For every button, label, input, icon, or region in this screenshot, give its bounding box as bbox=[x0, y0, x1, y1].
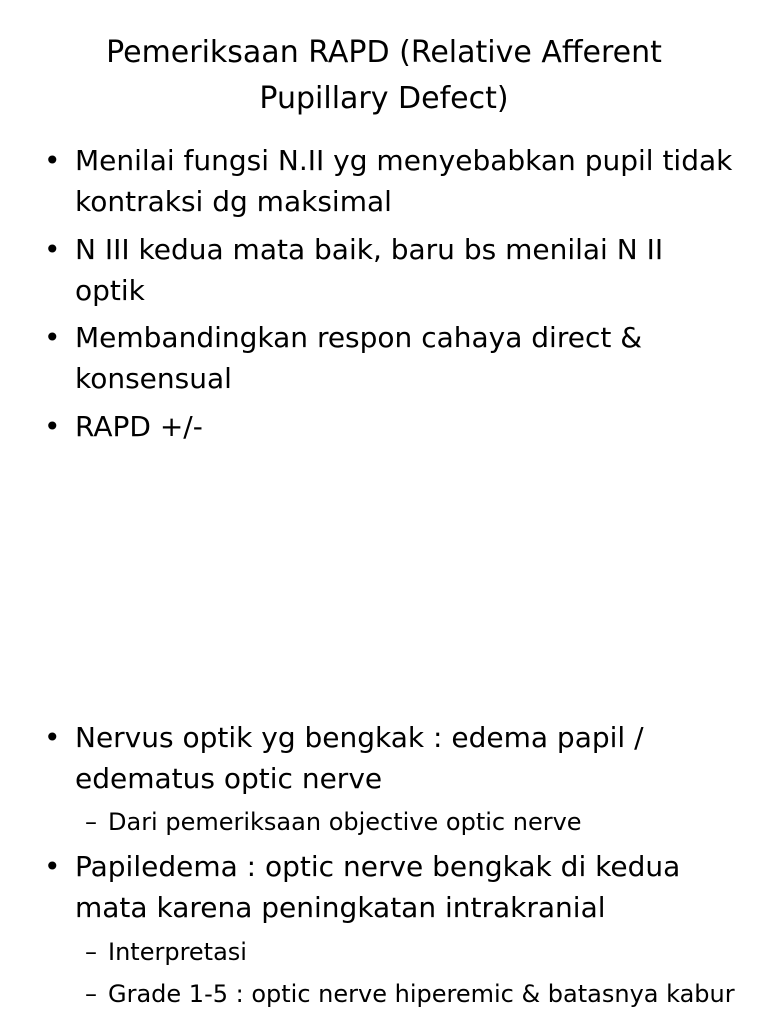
bullet-dot-icon: • bbox=[44, 233, 61, 266]
bullet-text: RAPD +/- bbox=[75, 410, 203, 443]
bullet-text: N III kedua mata baik, baru bs menilai N II optik bbox=[75, 233, 664, 307]
bullet-dot-icon: • bbox=[44, 850, 61, 883]
bullet-text: Nervus optik yg bengkak : edema papil / edematus optic nerve bbox=[75, 721, 644, 795]
sub-bullet-dash-icon: – bbox=[85, 808, 97, 836]
sub-bullet-text: Grade 1-5 : optic nerve hiperemic & batasnya kabur bbox=[108, 980, 735, 1008]
bullet-dot-icon: • bbox=[44, 144, 61, 177]
bullet-text: Membandingkan respon cahaya direct & konsensual bbox=[75, 321, 643, 395]
bullet-dot-icon: • bbox=[44, 410, 61, 443]
sub-bullet-text: Interpretasi bbox=[108, 938, 247, 966]
sub-bullet-dash-icon: – bbox=[85, 938, 97, 966]
bullet-text: Menilai fungsi N.II yg menyebabkan pupil tidak kontraksi dg maksimal bbox=[75, 144, 733, 218]
bullet-text: Papiledema : optic nerve bengkak di kedua mata karena peningkatan intrakranial bbox=[75, 850, 681, 924]
sub-bullet-text: Dari pemeriksaan objective optic nerve bbox=[108, 808, 582, 836]
bullet-dot-icon: • bbox=[44, 721, 61, 754]
bullet-dot-icon: • bbox=[44, 321, 61, 354]
slide-title: Pemeriksaan RAPD (Relative Afferent Pupillary Defect) bbox=[106, 35, 662, 116]
sub-bullet-dash-icon: – bbox=[85, 980, 97, 1008]
